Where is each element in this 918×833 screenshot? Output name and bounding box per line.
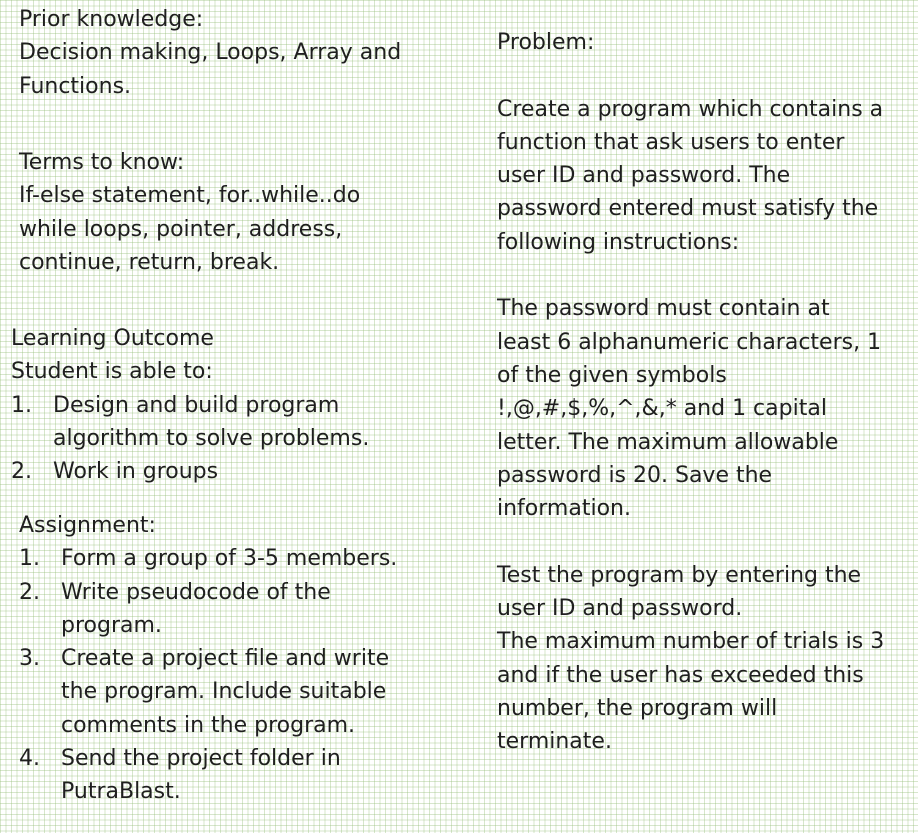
problem-paragraph-line: function that ask users to enter [497,129,845,155]
terms-line: If-else statement, for..while..do [19,183,361,209]
prior-knowledge-section [19,3,401,103]
terms-heading: Terms to know: [19,150,185,175]
learning-outcome-heading: Learning Outcome [11,326,214,351]
outcome-list-item [11,455,383,488]
list-item-text [11,389,383,456]
list-item-text [19,742,401,809]
list-item-text [19,642,401,742]
list-number: 1. [19,546,40,572]
list-item-line: algorithm to solve problems. [53,425,370,451]
list-item-text [19,542,401,575]
assignment-section [19,509,401,809]
blank-line [497,525,884,558]
password-rule-line: !,@,#,$,%,^,&,* and 1 capital [497,396,827,422]
problem-heading: Problem: [497,30,595,55]
test-instruction-line: and if the user has exceeded this [497,662,864,688]
password-rule-line: of the given symbols [497,362,727,388]
list-item-line: Work in groups [53,459,219,485]
test-instruction-line: user ID and password. [497,596,743,622]
list-number: 3. [19,646,40,672]
terms-line: continue, return, break. [19,249,280,275]
learning-outcome-section [11,322,383,488]
outcome-list-item [11,389,383,456]
list-item-line: Create a project file and write [61,646,390,672]
blank-line [497,59,884,92]
problem-section [497,26,884,759]
list-number: 1. [11,392,32,418]
list-number: 2. [11,459,32,485]
problem-paragraph-line: following instructions: [497,229,740,255]
list-item-line: Send the project folder in [61,746,341,772]
prior-knowledge-line: Decision making, Loops, Array and [19,40,402,66]
password-rule-line: letter. The maximum allowable [497,429,839,455]
terms-line: while loops, pointer, address, [19,216,343,242]
password-rule-line: password is 20. Save the [497,462,773,488]
list-item-line: comments in the program. [61,712,356,738]
learning-outcome-subheading: Student is able to: [11,359,213,385]
assignment-list-item [19,742,401,809]
problem-paragraph-line: user ID and password. The [497,163,791,189]
test-instruction-line: Test the program by entering the [497,562,862,588]
password-rule-line: The password must contain at [497,296,830,322]
test-instruction-line: number, the program will [497,695,778,721]
list-item-text [11,455,383,488]
assignment-list-item [19,542,401,575]
list-item-line: PutraBlast. [61,779,181,805]
prior-knowledge-heading: Prior knowledge: [19,7,204,32]
test-instruction-line: terminate. [497,729,612,755]
list-item-line: program. [61,612,162,638]
test-instruction-line: The maximum number of trials is 3 [497,629,885,655]
prior-knowledge-line: Functions. [19,73,132,99]
terms-to-know-section [19,146,360,279]
list-item-line: Form a group of 3-5 members. [61,546,398,572]
blank-line [497,259,884,292]
list-number: 4. [19,746,40,772]
password-rule-line: least 6 alphanumeric characters, 1 [497,329,882,355]
assignment-heading: Assignment: [19,513,156,538]
list-item-text [19,576,401,643]
list-number: 2. [19,579,40,605]
list-item-line: Design and build program [53,392,340,418]
assignment-list-item [19,642,401,742]
problem-paragraph-line: Create a program which contains a [497,96,884,122]
list-item-line: Write pseudocode of the [61,579,331,605]
problem-paragraph-line: password entered must satisfy the [497,196,879,222]
password-rule-line: information. [497,496,631,522]
assignment-list-item [19,576,401,643]
list-item-line: the program. Include suitable [61,679,387,705]
